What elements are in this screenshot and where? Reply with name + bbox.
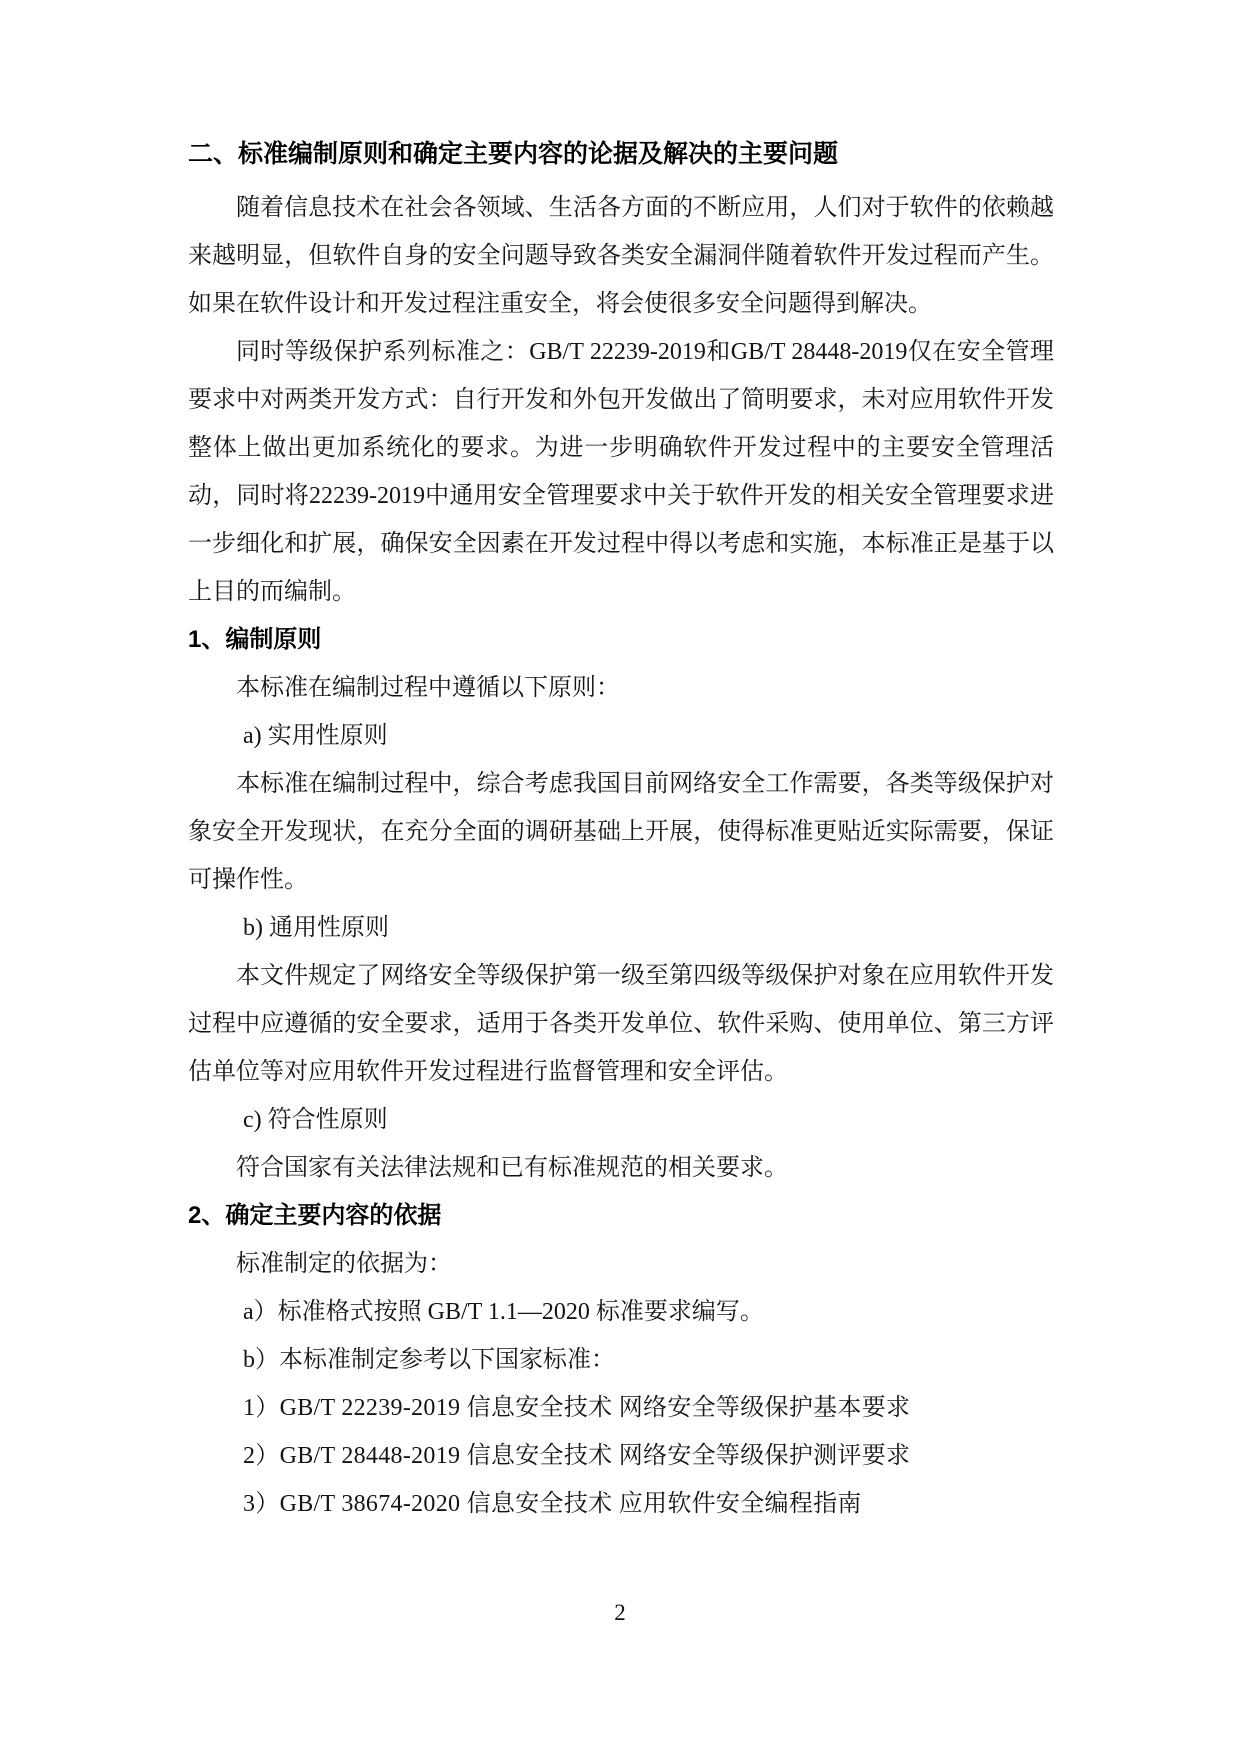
- principles-intro: 本标准在编制过程中遵循以下原则：: [236, 675, 620, 701]
- principle-item-c-body: 符合国家有关法律法规和已有标准规范的相关要求。: [236, 1155, 788, 1181]
- basis-item-b: b）本标准制定参考以下国家标准：: [243, 1347, 615, 1373]
- principle-item-a-label: a) 实用性原则: [243, 723, 388, 749]
- basis-intro: 标准制定的依据为：: [236, 1251, 452, 1277]
- reference-item-1: 1）GB/T 22239-2019 信息安全技术 网络安全等级保护基本要求: [243, 1395, 911, 1421]
- intro-paragraph-1: 随着信息技术在社会各领域、生活各方面的不断应用，人们对于软件的依赖越来越明显，但软件自身的安全问题导致各类安全漏洞伴随着软件开发过程而产生。如果在软件设计和开发过程注重安全，将会使很多安全问题得到解决。: [188, 195, 1054, 317]
- reference-item-3: 3）GB/T 38674-2020 信息安全技术 应用软件安全编程指南: [243, 1491, 862, 1517]
- principle-item-a-body: 本标准在编制过程中，综合考虑我国目前网络安全工作需要，各类等级保护对象安全开发现状，在充分全面的调研基础上开展，使得标准更贴近实际需要，保证可操作性。: [188, 771, 1054, 893]
- principle-item-b-label: b) 通用性原则: [243, 915, 389, 941]
- basis-item-a: a）标准格式按照 GB/T 1.1—2020 标准要求编写。: [243, 1299, 764, 1325]
- intro-paragraph-2: 同时等级保护系列标准之：GB/T 22239-2019和GB/T 28448-2019仅在安全管理要求中对两类开发方式：自行开发和外包开发做出了简明要求，未对应用软件开发整体上做出更加系统化的要求。为进一步明确软件开发过程中的主要安全管理活动，同时将22239-2019中通用安全管理要求中关于软件开发的相关安全管理要求进一步细化和扩展，确保安全因素在开发过程中得以考虑和实施，本标准正是基于以上目的而编制。: [188, 339, 1054, 605]
- principles-heading: 1、编制原则: [188, 626, 322, 653]
- basis-heading: 2、确定主要内容的依据: [188, 1202, 442, 1229]
- document-content: [188, 128, 1054, 1528]
- principle-item-b-body: 本文件规定了网络安全等级保护第一级至第四级等级保护对象在应用软件开发过程中应遵循的安全要求，适用于各类开发单位、软件采购、使用单位、第三方评估单位等对应用软件开发过程进行监督管理和安全评估。: [188, 963, 1054, 1085]
- section-heading: 二、标准编制原则和确定主要内容的论据及解决的主要问题: [188, 140, 839, 168]
- reference-item-2: 2）GB/T 28448-2019 信息安全技术 网络安全等级保护测评要求: [243, 1443, 911, 1469]
- principle-item-c-label: c) 符合性原则: [243, 1107, 388, 1133]
- page-number: 2: [614, 1600, 626, 1625]
